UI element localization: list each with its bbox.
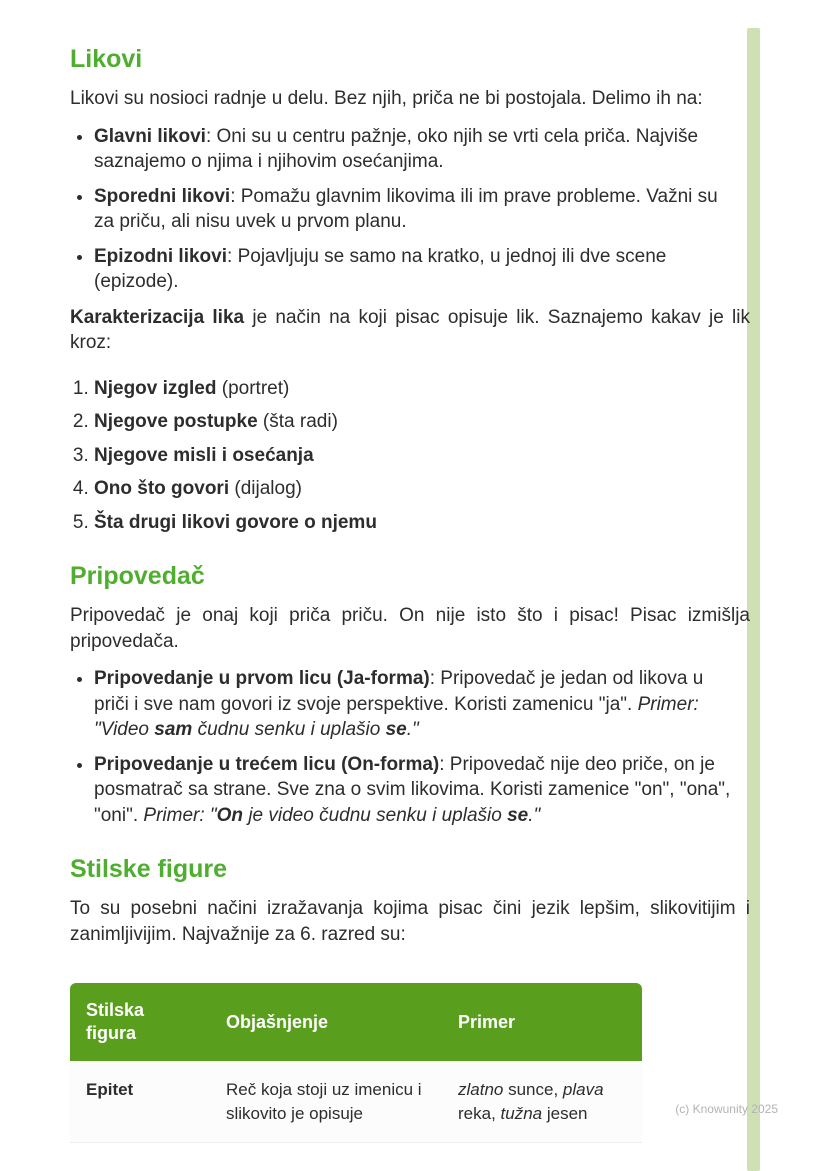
column-header-objasnjenje: Objašnjenje [210,983,442,1061]
bullet-text: : Pojavljuju se samo na kratko, u jednoj ili dve scene (epizode). [94,245,667,292]
bullet-lead: Glavni likovi [94,125,206,147]
cell-figura-text: Epitet [86,1080,134,1099]
table-row-epitet [70,1061,642,1143]
item-text: (šta radi) [257,411,338,432]
ordered-item-govori [94,476,734,502]
bullet-item-on-forma [94,752,734,829]
primer-text: ." [406,719,419,740]
cell-figura [70,1061,210,1143]
table-header [70,983,642,1061]
table-body [70,1061,642,1143]
primer-plain: sunce, [503,1080,563,1099]
primer-italic: zlatno [458,1080,504,1099]
cell-primer [442,1061,642,1143]
bullet-text: : Pripovedač nije deo priče, on je posmatrač sa strane. Sve zna o svim likovima. Koristi zamenice "on", "ona", "oni". [94,753,731,826]
watermark: (c) Knowunity 2025 [675,1102,778,1116]
bullet-text: : Pomažu glavnim likovima ili im prave probleme. Važni su za priču, ali nisu uvek u prvom planu. [94,185,718,232]
primer-text: Primer: "Video [94,693,699,740]
primer-text: Primer: " [143,804,217,826]
section-likovi [70,44,750,535]
primer-text: čudnu senku i uplašio [192,719,386,740]
pripovedac-intro: Pripovedač je onaj koji priča priču. On nije isto što i pisac! Pisac izmišlja pripovedača. [70,605,750,652]
ordered-item-postupke [94,409,734,435]
primer-plain: reka, [458,1103,501,1123]
primer-plain: jesen [542,1103,588,1123]
pripovedac-bullet-list [70,666,750,828]
primer-text: je video čudnu senku i uplašio [243,804,508,826]
bullet-text: : Oni su u centru pažnje, oko njih se vrti cela priča. Najviše saznajemo o njima i njihovim osećanjima. [94,125,699,172]
item-lead: Njegov izgled [94,377,217,399]
column-header-stilska-figura: Stilska figura [70,983,210,1061]
karakterizacija-paragraph [70,305,750,356]
heading-stilske-figure: Stilske figure [70,855,227,883]
ordered-item-izgled [94,376,734,402]
heading-pripovedac: Pripovedač [70,562,205,590]
heading-likovi: Likovi [70,45,143,73]
item-lead: Njegove misli i osećanja [94,444,314,466]
table-header-row [70,983,642,1061]
bullet-item-ja-forma [94,666,734,743]
bullet-lead: Pripovedanje u prvom licu (Ja-forma) [94,668,430,689]
bullet-lead: Sporedni likovi [94,185,231,207]
bullet-item-glavni [94,124,734,175]
primer-bold: se [385,719,407,740]
primer-italic: plava [562,1080,604,1099]
item-lead: Njegove postupke [94,411,258,432]
cell-objasnjenje: Reč koja stoji uz imenicu i slikovito je opisuje [210,1061,442,1143]
primer-text: ." [528,804,541,826]
item-text: (dijalog) [229,478,302,499]
primer-italic: tužna [500,1103,543,1123]
section-stilske-figure [70,854,750,1143]
bullet-lead: Epizodni likovi [94,245,228,267]
bullet-item-epizodni [94,244,734,295]
item-lead: Šta drugi likovi govore o njemu [94,511,377,533]
ordered-item-drugi [94,510,734,536]
column-header-primer: Primer [442,983,642,1061]
primer-bold: se [507,804,529,826]
primer-bold: On [216,804,244,826]
likovi-intro: Likovi su nosioci radnje u delu. Bez njih, priča ne bi postojala. Delimo ih na: [70,88,703,109]
bullet-item-sporedni [94,184,734,235]
section-pripovedac [70,561,750,828]
stilske-figure-table [70,983,642,1143]
item-lead: Ono što govori [94,478,230,499]
likovi-bullet-list [70,124,750,295]
ordered-item-misli [94,443,734,469]
karakterizacija-list [70,376,750,536]
bullet-text: : Pripovedač je jedan od likova u priči i sve nam govori iz svoje perspektive. Koristi zamenicu "ja". [94,668,704,715]
paragraph-lead: Karakterizacija lika [70,306,245,328]
item-text: (portret) [216,377,290,399]
primer-bold: sam [154,719,193,740]
bullet-lead: Pripovedanje u trećem licu (On-forma) [94,753,440,775]
paragraph-text: je način na koji pisac opisuje lik. Saznajemo kakav je lik kroz: [70,306,750,353]
stilske-intro: To su posebni načini izražavanja kojima pisac čini jezik lepšim, slikovitijim i zanimljivijim. Najvažnije za 6. razred su: [70,898,750,945]
